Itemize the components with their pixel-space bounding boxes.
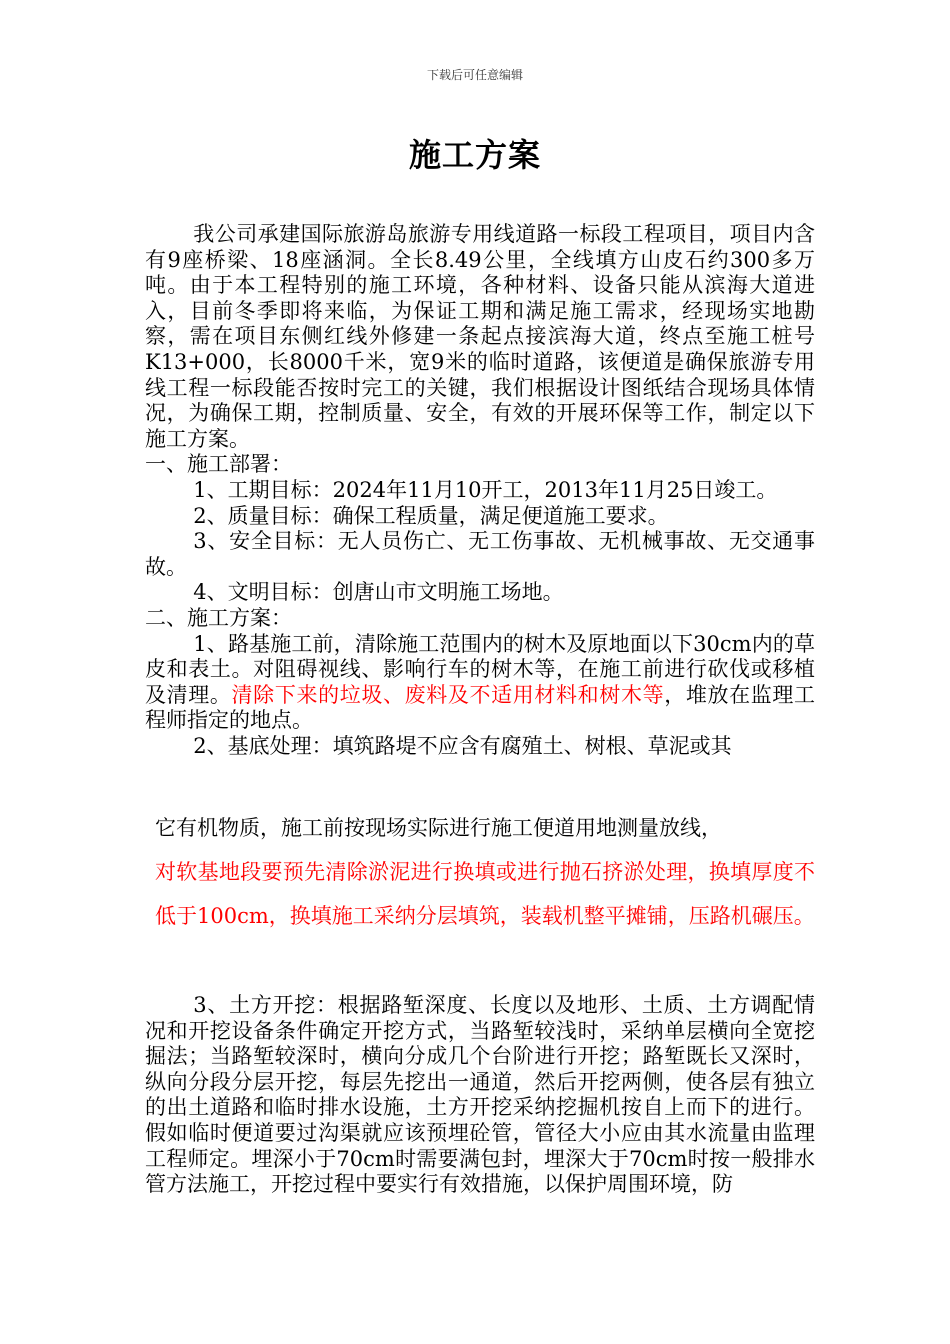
- section2-item-2-second-line: 它有机物质，施工前按现场实际进行施工便道用地测量放线，: [155, 816, 722, 840]
- section1-heading: 一、施工部署：: [145, 452, 292, 477]
- page-title: 施工方案: [408, 136, 541, 174]
- main-text-lower: [145, 993, 815, 1198]
- section1-item-4: 4、文明目标：创唐山市文明施工场地。: [193, 580, 564, 605]
- section1-item-2: 2、质量目标：确保工程质量，满足便道施工要求。: [193, 503, 669, 528]
- section2-item-2-first-line: 2、基底处理：填筑路堤不应含有腐殖土、树根、草泥或其: [193, 733, 732, 758]
- header-note: 下载后可任意编辑: [426, 68, 523, 82]
- intro-paragraph: 我公司承建国际旅游岛旅游专用线道路一标段工程项目，项目内含有9座桥梁、18座涵洞。全长8.49公里，全线填方山皮石约300多万吨。由于本工程特别的施工环境，各种材料、设备只能从滨海大道进入，目前冬季即将来临，为保证工期和满足施工需求，经现场实地勘察，需在项目东侧红线外修建一条起点接滨海大道，终点至施工桩号K13+000，长8000千米，宽9米的临时道路，该便道是确保旅游专用线工程一标段能否按时完工的关键，我们根据设计图纸结合现场具体情况，为确保工期，控制质量、安全，有效的开展环保等工作，制定以下施工方案。: [145, 222, 815, 451]
- section2-heading: 二、施工方案：: [145, 605, 292, 630]
- section2-item-3: 3、土方开挖：根据路堑深度、长度以及地形、土质、土方调配情况和开挖设备条件确定开挖方式，当路堑较浅时，采纳单层横向全宽挖掘法；当路堑较深时，横向分成几个台阶进行开挖；路堑既长又深时，纵向分段分层开挖，每层先挖出一通道，然后开挖两侧，使各层有独立的出土道路和临时排水设施，土方开挖采纳挖掘机按自上而下的进行。假如临时便道要过沟渠就应该预埋砼管，管径大小应由其水流量由监理工程师定。埋深小于70cm时需要满包封，埋深大于70cm时按一般排水管方法施工，开挖过程中要实行有效措施，以保护周围环境，防: [145, 993, 815, 1197]
- section2-item-1-text: 1、路基施工前，清除施工范围内的树木及原地面以下30cm内的草皮和表土。对阻碍视线、影响行车的树木等，在施工前进行砍伐或移植及清理。: [145, 631, 815, 707]
- section2-item-1: [145, 632, 815, 734]
- section2-item-1-highlight: 清除下来的垃圾、废料及不适用材料和树木等: [231, 682, 665, 707]
- section2-item-1-tail: ，堆放在监理工程师指定的地点。: [145, 682, 816, 733]
- section1-item-1: 1、工期目标：2024年11月10开工，2013年11月25日竣工。: [193, 477, 778, 502]
- main-text-spaced: [155, 806, 815, 938]
- main-text-upper: [145, 222, 815, 759]
- section1-item-3: 3、安全目标：无人员伤亡、无工伤事故、无机械事故、无交通事故。: [145, 529, 815, 579]
- section2-item-2-highlight: 对软基地段要预先清除淤泥进行换填或进行抛石挤淤处理，换填厚度不低于100cm，换填施工采纳分层填筑，装载机整平摊铺，压路机碾压。: [155, 860, 815, 928]
